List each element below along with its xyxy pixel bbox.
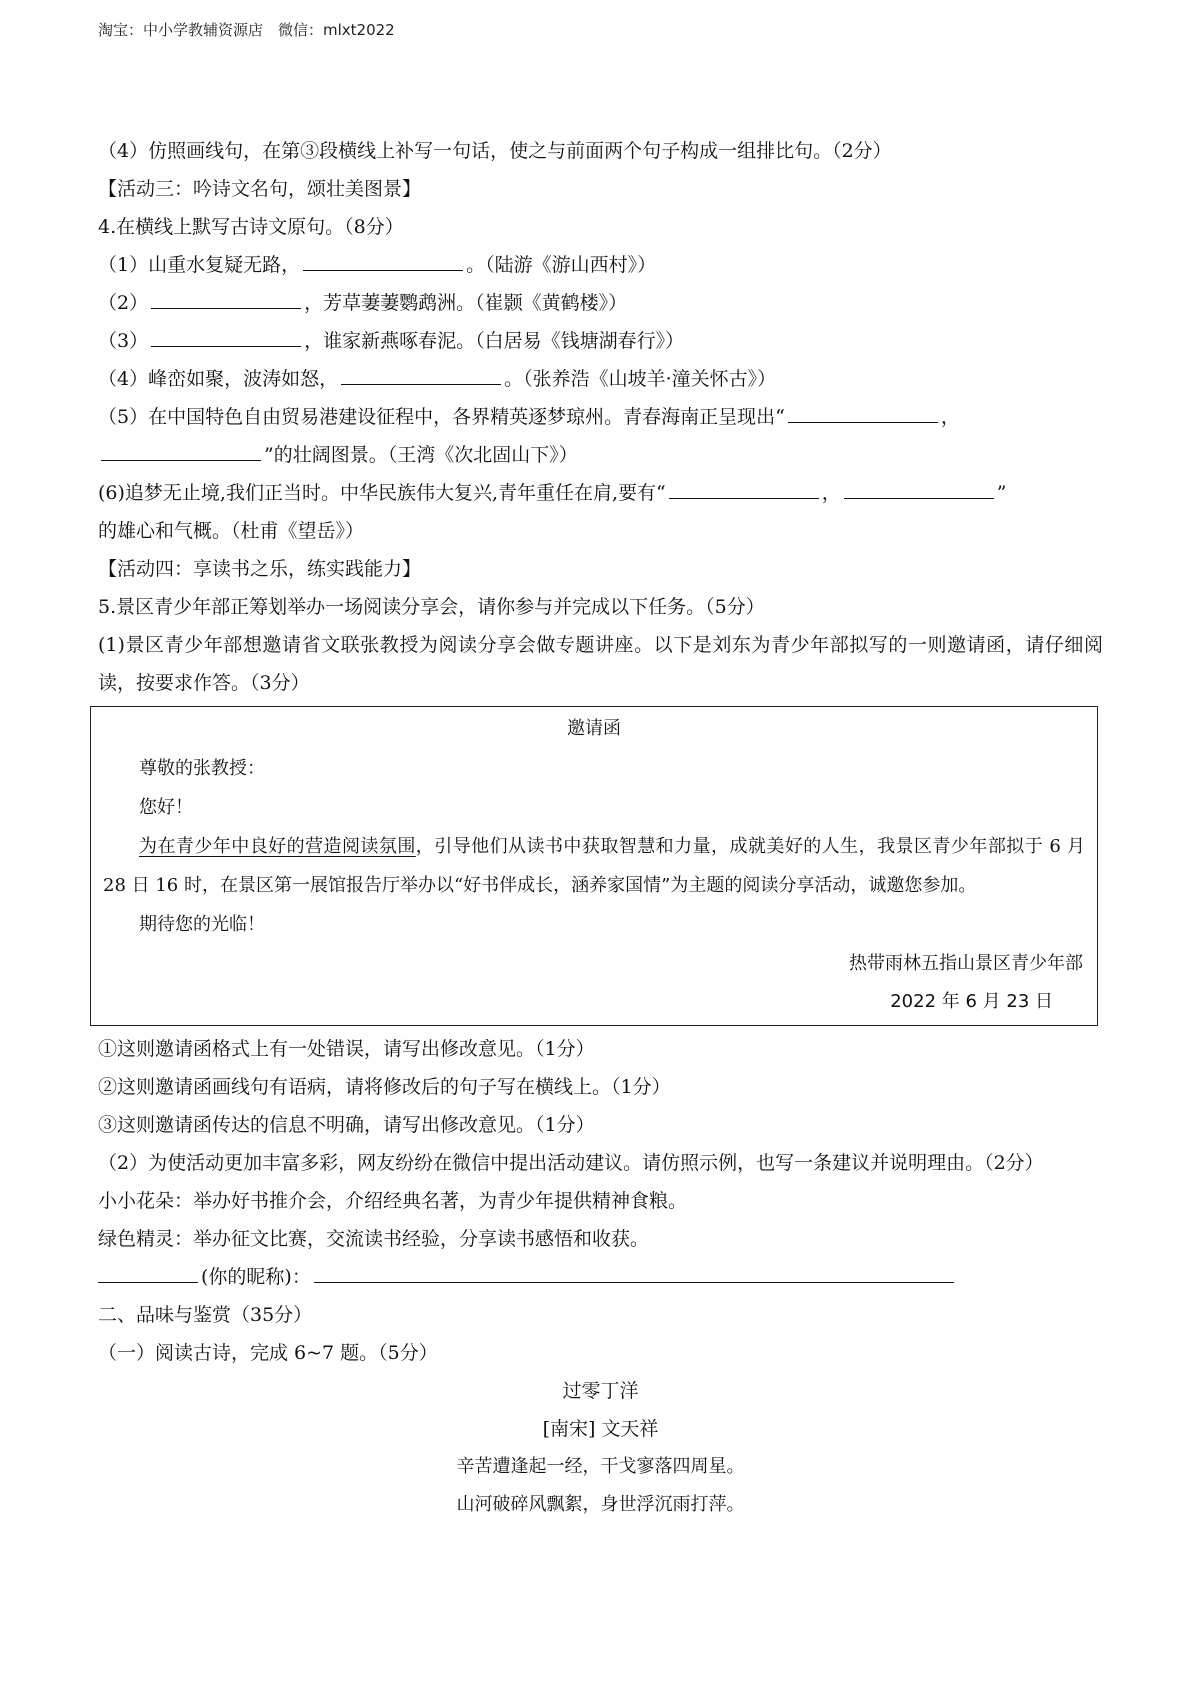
question-4-4: [98, 360, 1103, 398]
poem-title: 过零丁洋: [562, 1380, 639, 1402]
letter-salutation: 尊敬的张教授：: [139, 758, 265, 779]
question-4-6: [98, 474, 1103, 550]
question-5-1-a: ①这则邀请函格式上有一处错误，请写出修改意见。（1分）: [98, 1038, 595, 1060]
q4-2-suffix: ，芳草萋萋鹦鹉洲。（崔颢《黄鹤楼》）: [304, 292, 628, 314]
q4-4-prefix: （4）峰峦如聚，波涛如怒，: [98, 368, 339, 390]
q4-4-suffix: 。（张养浩《山坡羊·潼关怀古》）: [504, 368, 777, 390]
question-4-2: [98, 284, 1103, 322]
example-suggestion-2: 绿色精灵：举办征文比赛，交流读书经验，分享读书感悟和收获。: [98, 1228, 650, 1250]
example-suggestion-1: 小小花朵：举办好书推介会，介绍经典名著，为青少年提供精神食粮。: [98, 1190, 688, 1212]
answer-blank[interactable]: [341, 360, 501, 385]
letter-title: 邀请函: [567, 718, 621, 739]
answer-blank[interactable]: [303, 246, 463, 271]
q4-6-end: ”: [996, 482, 1007, 504]
answer-blank[interactable]: [151, 322, 301, 347]
poem-line-1: 辛苦遭逢起一经，干戈寥落四周星。: [456, 1456, 745, 1477]
q4-6-mid: ，: [821, 482, 841, 504]
q4-5-mid: ，: [940, 406, 960, 428]
nickname-label: (你的昵称)：: [201, 1266, 311, 1288]
question-5-1-b: ②这则邀请函画线句有语病，请将修改后的句子写在横线上。（1分）: [98, 1076, 671, 1098]
subsection-one-heading: （一）阅读古诗，完成 6~7 题。（5分）: [98, 1342, 438, 1364]
q4-5-prefix: （5）在中国特色自由贸易港建设征程中，各界精英逐梦琼州。青春海南正呈现出“: [98, 406, 785, 428]
question-4-1: [98, 246, 1103, 284]
nickname-answer-row: [98, 1258, 1103, 1296]
letter-closing: 期待您的光临！: [139, 914, 265, 935]
question-5-1-c: ③这则邀请函传达的信息不明确，请写出修改意见。（1分）: [98, 1114, 595, 1136]
q4-5-suffix: ”的壮阔图景。（王湾《次北固山下》）: [264, 444, 578, 466]
question-4-3: [98, 322, 1103, 360]
q4-6-prefix: (6)追梦无止境,我们正当时。中华民族伟大复兴,青年重任在肩,要有“: [98, 482, 666, 504]
suggestion-blank[interactable]: [314, 1258, 954, 1283]
q4-3-prefix: （3）: [98, 330, 149, 352]
document-body: [98, 132, 1103, 1524]
question-4-5: [98, 398, 1103, 474]
section-two-heading: 二、品味与鉴赏（35分）: [98, 1304, 313, 1326]
letter-underlined-sentence: 为在青少年中良好的营造阅读氛围: [139, 836, 416, 857]
letter-sender: 热带雨林五指山景区青少年部: [849, 953, 1083, 974]
letter-greeting: 您好！: [139, 797, 193, 818]
q4-1-suffix: 。（陆游《游山西村》）: [466, 254, 657, 276]
letter-date: 2022 年 6 月 23 日: [890, 991, 1053, 1012]
invitation-letter: [90, 706, 1098, 1026]
poem-author: [南宋] 文天祥: [542, 1418, 659, 1440]
letter-body: [91, 827, 1097, 905]
question-5-2: （2）为使活动更加丰富多彩，网友纷纷在微信中提出活动建议。请仿照示例，也写一条建议并说明理由。（2分）: [98, 1152, 1044, 1174]
q4-3-suffix: ，谁家新燕啄春泥。（白居易《钱塘湖春行》）: [304, 330, 685, 352]
question-5-1-intro: (1)景区青少年部想邀请省文联张教授为阅读分享会做专题讲座。以下是刘东为青少年部拟写的一则邀请函，请仔细阅读，按要求作答。（3分）: [98, 634, 1103, 694]
question-5-title: 5.景区青少年部正筹划举办一场阅读分享会，请你参与并完成以下任务。（5分）: [98, 596, 765, 618]
q4-1-prefix: （1）山重水复疑无路，: [98, 254, 301, 276]
answer-blank[interactable]: [788, 398, 938, 423]
q4-2-prefix: （2）: [98, 292, 149, 314]
activity-three-heading: 【活动三：吟诗文名句，颂壮美图景】: [98, 178, 422, 200]
q4-6-suffix: 的雄心和气概。（杜甫《望岳》）: [98, 520, 365, 542]
letter-body-rest: ，引导他们从读书中获取智慧和力量，成就美好的人生，我景区青少年部拟于 6 月 28 日 16 时，在景区第一展馆报告厅举办以“好书伴成长，涵养家国情”为主题的阅读分享活动，诚邀您参加。: [103, 836, 1085, 896]
answer-blank[interactable]: [844, 474, 994, 499]
answer-blank[interactable]: [151, 284, 301, 309]
page-header: 淘宝：中小学教辅资源店 微信：mlxt2022: [98, 21, 395, 39]
answer-blank[interactable]: [669, 474, 819, 499]
question-4-item-4: （4）仿照画线句，在第③段横线上补写一句话，使之与前面两个句子构成一组排比句。（2分）: [98, 140, 892, 162]
poem-line-2: 山河破碎风飘絮，身世浮沉雨打萍。: [456, 1494, 745, 1515]
answer-blank[interactable]: [101, 436, 261, 461]
activity-four-heading: 【活动四：享读书之乐，练实践能力】: [98, 558, 422, 580]
question-4-title: 4.在横线上默写古诗文原句。（8分）: [98, 216, 404, 238]
nickname-blank[interactable]: [98, 1258, 198, 1283]
